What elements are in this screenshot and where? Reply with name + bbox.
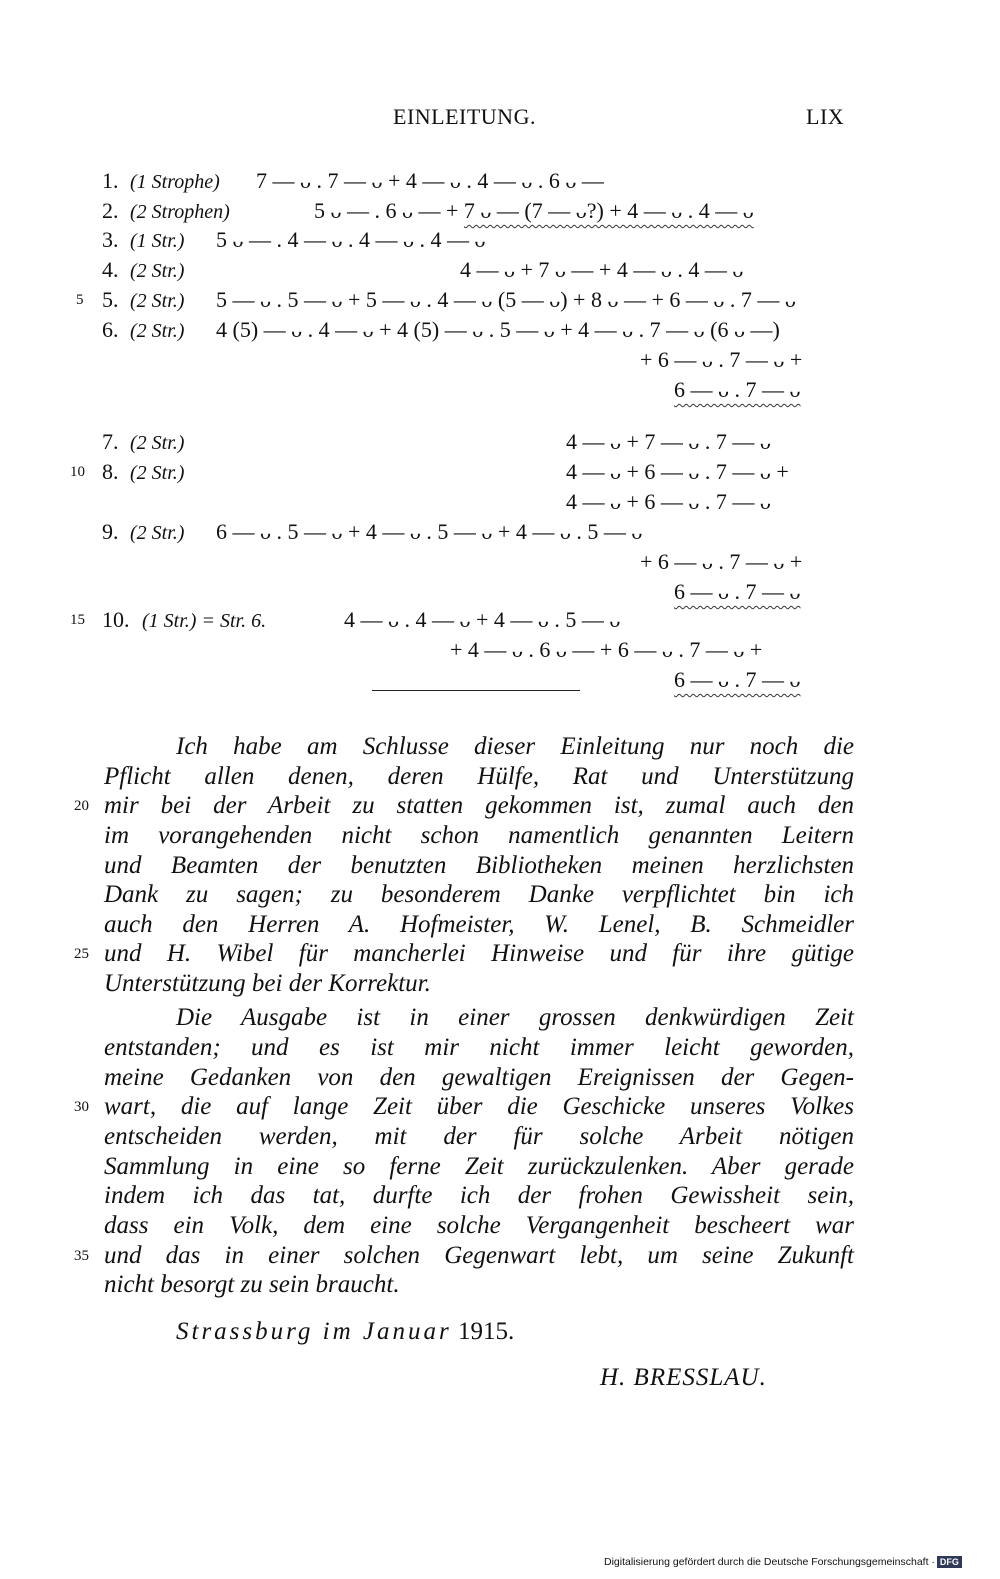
meter-strophe: (2 Strophen) xyxy=(130,201,230,223)
prose-line: dass ein Volk, dem eine solche Vergangenheit bescheert war xyxy=(104,1212,854,1239)
prose-line: Unterstützung bei der Korrektur. xyxy=(104,970,431,997)
meter-strophe: (2 Str.) xyxy=(130,260,185,282)
meter-num: 4. xyxy=(102,257,119,282)
meter-scheme: 5 ᴗ — . 4 — ᴗ . 4 — ᴗ . 4 — ᴗ xyxy=(216,227,486,252)
meter-num: 7. xyxy=(102,429,119,454)
meter-strophe: (2 Str.) xyxy=(130,290,185,312)
prose-line: im vorangehenden nicht schon namentlich genannten Leitern xyxy=(104,822,854,849)
meter-strophe: (2 Str.) xyxy=(130,522,185,544)
place-date: Strassburg im Januar 1915. xyxy=(176,1318,515,1345)
meter-num: 9. xyxy=(102,519,119,544)
prose-line: und H. Wibel für mancherlei Hinweise und für ihre gütige xyxy=(104,940,854,967)
meter-continuation: 6 — ᴗ . 7 — ᴗ xyxy=(674,377,801,402)
meter-num: 6. xyxy=(102,317,119,342)
prose-line: nicht besorgt zu sein braucht. xyxy=(104,1271,400,1298)
meter-strophe: (2 Str.) xyxy=(130,462,185,484)
meter-num: 5. xyxy=(102,287,119,312)
meter-num: 8. xyxy=(102,459,119,484)
line-number: 30 xyxy=(74,1099,89,1115)
line-number: 25 xyxy=(74,946,89,962)
prose-line: meine Gedanken von den gewaltigen Ereignissen der Gegen- xyxy=(104,1064,854,1091)
meter-scheme: 5 ᴗ — . 6 ᴗ — + 7 ᴗ — (7 — ᴗ?) + 4 — ᴗ . 4 — ᴗ xyxy=(314,198,754,223)
meter-num: 1. xyxy=(102,168,119,193)
meter-scheme: 4 — ᴗ + 6 — ᴗ . 7 — ᴗ + xyxy=(566,459,789,484)
signature: H. BRESSLAU. xyxy=(600,1364,767,1391)
meter-scheme: 4 — ᴗ + 7 — ᴗ . 7 — ᴗ xyxy=(566,429,771,454)
prose-line: entstanden; und es ist mir nicht immer leicht geworden, xyxy=(104,1034,854,1061)
prose-line: entscheiden werden, mit der für solche Arbeit nötigen xyxy=(104,1123,854,1150)
prose-line: wart, die auf lange Zeit über die Geschicke unseres Volkes xyxy=(104,1093,854,1120)
line-number: 35 xyxy=(74,1248,89,1264)
prose-line: Ich habe am Schlusse dieser Einleitung nur noch die xyxy=(176,733,854,760)
meter-strophe: (1 Strophe) xyxy=(130,171,220,193)
running-head: EINLEITUNG. xyxy=(393,104,536,129)
meter-strophe: (2 Str.) xyxy=(130,320,185,342)
prose-line: und Beamten der benutzten Bibliotheken meinen herzlichsten xyxy=(104,852,854,879)
meter-scheme: 4 — ᴗ . 4 — ᴗ + 4 — ᴗ . 5 — ᴗ xyxy=(344,607,621,632)
meter-strophe: (2 Str.) xyxy=(130,432,185,454)
prose-line: Die Ausgabe ist in einer grossen denkwürdigen Zeit xyxy=(176,1004,854,1031)
page-number: LIX xyxy=(806,104,845,129)
line-number: 20 xyxy=(74,798,89,814)
section-rule xyxy=(372,690,580,691)
line-number: 10 xyxy=(70,464,85,480)
meter-continuation: + 6 — ᴗ . 7 — ᴗ + xyxy=(640,549,803,574)
meter-continuation: 4 — ᴗ + 6 — ᴗ . 7 — ᴗ xyxy=(566,489,771,514)
line-number: 15 xyxy=(70,612,85,628)
prose-line: indem ich das tat, durfte ich der frohen Gewissheit sein, xyxy=(104,1182,854,1209)
meter-scheme: 7 — ᴗ . 7 — ᴗ + 4 — ᴗ . 4 — ᴗ . 6 ᴗ — xyxy=(256,168,604,193)
meter-scheme: 4 — ᴗ + 7 ᴗ — + 4 — ᴗ . 4 — ᴗ xyxy=(460,257,744,282)
footer-credit: Digitalisierung gefördert durch die Deutsche Forschungsgemeinschaft · DFG xyxy=(604,1556,962,1568)
meter-continuation: 6 — ᴗ . 7 — ᴗ xyxy=(674,579,801,604)
prose-line: Sammlung in eine so ferne Zeit zurückzulenken. Aber gerade xyxy=(104,1153,854,1180)
prose-line: auch den Herren A. Hofmeister, W. Lenel, B. Schmeidler xyxy=(104,911,854,938)
meter-strophe: (1 Str.) = Str. 6. xyxy=(142,610,267,632)
dfg-logo: DFG xyxy=(937,1556,962,1568)
meter-scheme: 6 — ᴗ . 5 — ᴗ + 4 — ᴗ . 5 — ᴗ + 4 — ᴗ . 5 — ᴗ xyxy=(216,519,643,544)
meter-scheme: 5 — ᴗ . 5 — ᴗ + 5 — ᴗ . 4 — ᴗ (5 — ᴗ) + 8 ᴗ — + 6 — ᴗ . 7 — ᴗ xyxy=(216,287,796,312)
meter-strophe: (1 Str.) xyxy=(130,230,185,252)
prose-line: Pflicht allen denen, deren Hülfe, Rat und Unterstützung xyxy=(104,763,854,790)
meter-continuation: + 6 — ᴗ . 7 — ᴗ + xyxy=(640,347,803,372)
meter-num: 2. xyxy=(102,198,119,223)
line-number: 5 xyxy=(76,292,84,308)
prose-line: mir bei der Arbeit zu statten gekommen ist, zumal auch den xyxy=(104,792,854,819)
prose-line: Dank zu sagen; zu besonderem Danke verpflichtet bin ich xyxy=(104,881,854,908)
meter-num: 3. xyxy=(102,227,119,252)
meter-continuation: + 4 — ᴗ . 6 ᴗ — + 6 — ᴗ . 7 — ᴗ + xyxy=(450,637,763,662)
meter-num: 10. xyxy=(102,607,130,632)
prose-line: und das in einer solchen Gegenwart lebt, um seine Zukunft xyxy=(104,1242,854,1269)
meter-continuation: 6 — ᴗ . 7 — ᴗ xyxy=(674,667,801,692)
meter-scheme: 4 (5) — ᴗ . 4 — ᴗ + 4 (5) — ᴗ . 5 — ᴗ + 4 — ᴗ . 7 — ᴗ (6 ᴗ —) xyxy=(216,317,780,342)
